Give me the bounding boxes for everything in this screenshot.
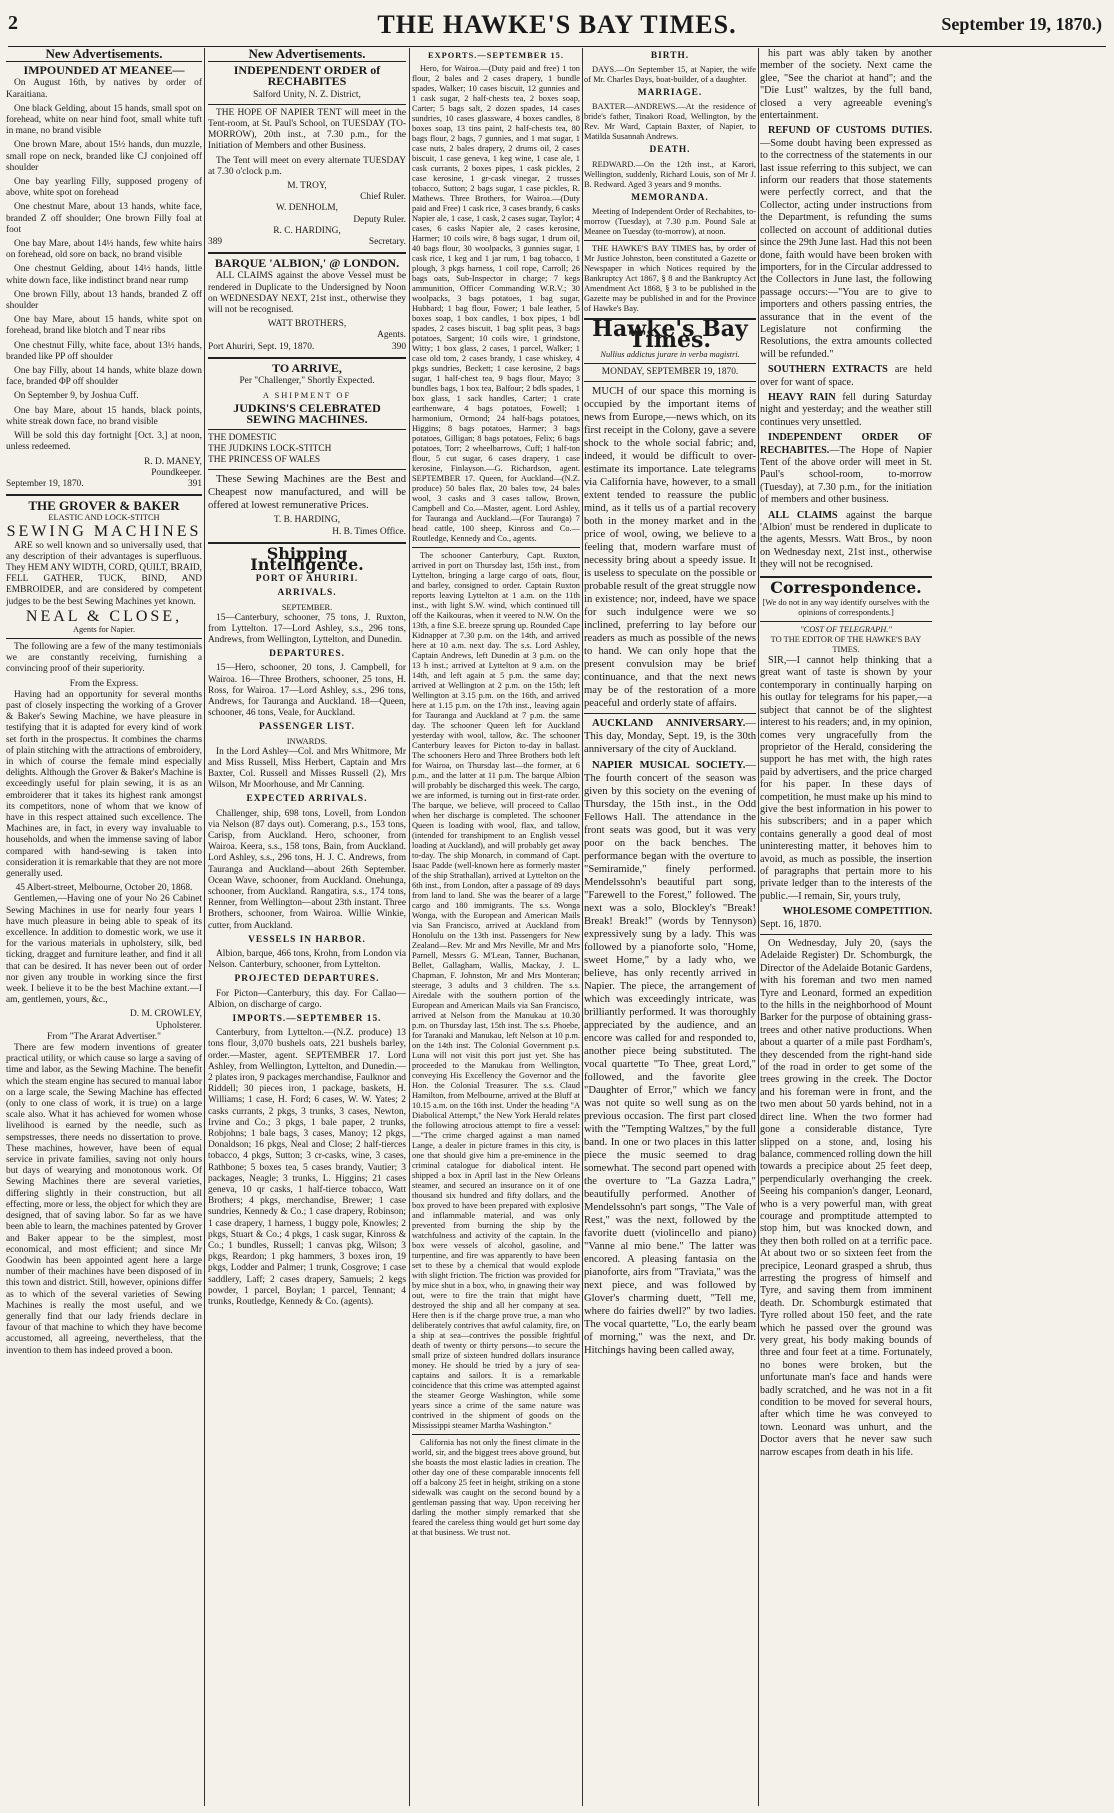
claims-text: against the barque 'Albion' must be rendered in duplicate to the agents, Messrs. Watt Bros., by noon on Wednesday next, 21st inst., otherwise they will not be recognised. bbox=[760, 509, 933, 571]
column-rule bbox=[409, 48, 410, 1806]
divider bbox=[584, 713, 756, 714]
impound-line: One bay Filly, about 14 hands, white blaze down face, branded ΦP off shoulder bbox=[6, 366, 202, 388]
judkins-item: THE JUDKINS LOCK-STITCH bbox=[208, 443, 332, 454]
signature: W. DENHOLM, bbox=[276, 203, 338, 214]
paper-title: Hawke's Bay Times. bbox=[592, 315, 748, 354]
divider bbox=[208, 104, 406, 105]
rain-heading: HEAVY RAIN bbox=[768, 391, 836, 403]
death-text: REDWARD.—On the 12th inst., at Karori, Wellington, suddenly, Richard Louis, son of Mr J. B. Redward. Aged 3 years and 9 months. bbox=[584, 159, 756, 189]
anniversary-heading: AUCKLAND ANNIVERSARY. bbox=[592, 718, 746, 730]
exports-heading: EXPORTS.—SEPTEMBER 15. bbox=[428, 51, 564, 60]
impound-signature: R. D. MANEY, bbox=[144, 456, 202, 467]
column-5a bbox=[760, 48, 932, 1462]
tyre-article: On Wednesday, July 20, (says the Adelaide Register) Dr. Schomburgk, the Director of the Adelaide Botanic Gardens, with his foreman and two men named Tyre and Leonard, formed an expedition to the hills in the neighborhood of Mount Barker for the purpose of obtaining grass-trees and other native productions. When about a quarter of a mile past Fordham's, they descended from the right-hand side of the road in order to get some of the trees growing in the creek. The Doctor and his foreman were in front, and the two men about 50 yards behind, not in a direct line. When the two former had gone a considerable distance, Tyre slipped on a stone, and, losing his balance, commenced rolling down the hill towards a precipice about 25 feet deep, perpendicularly overhanging the creek. Seeing his companion's danger, Leonard, who is a very powerful man, with great courage and promptitude attempted to stop him, but was knocked down, and they then both rolled on at a terrific pace. At about two or so sixteen feet from the precipice, Leonard grasped a shrub, thus arresting the progress of himself and Tyre, and saving them from imminent death. Dr. Schomburgk estimated that Tyre rolled about 150 feet, and the rate which he passed over the ground was very great, his body making bounds of three and four feet at a time. Fortunately, no bones were broken, but the unfortunate man's face and hands were badly scratched, and he was not in a fit condition to be moved for several hours, after which time he was conveyed to town. Leonard was unhurt, and the Doctor avers that he never saw such narrow escapes from death in his life. bbox=[760, 938, 932, 1458]
passenger-heading: PASSENGER LIST. bbox=[259, 722, 355, 733]
refund-paragraph bbox=[760, 125, 932, 361]
shipment-line: A SHIPMENT OF bbox=[262, 391, 352, 401]
grover-body: ARE so well known and so universally used, that any description of their advantages is superfluous. They HEM ANY WIDTH, CORD, QUILT, BRAID, FELL GATHER, TUCK, BIND, AND EMBROIDER, and are considered by competent judges to be the best Sewing Machines yet known. bbox=[6, 540, 202, 607]
signature-role: Deputy Ruler. bbox=[353, 214, 406, 225]
musical-heading: NAPIER MUSICAL SOCIETY. bbox=[592, 760, 746, 772]
impound-line: One chestnut Gelding, about 14½ hands, little white down face, like indistinct brand near rump bbox=[6, 264, 202, 286]
express-body: Having had an opportunity for several months past of closely inspecting the working of a Grover & Baker's Sewing Machine, we have pleasure in testifying that it is adapted for every kind of work set forth in the prospectus. It combines the charms of plain stitching with the attractions of embroidery, in which of course the female mind especially delights. Although the Grover & Baker's Machine is exceedingly useful for plain sewing, it is as an embroiderer that it takes its highest rank amongst its competitors, none of whom that we know of have in this respect attained such excellence. The Machines are, in fact, in every way invaluable to households, and when the immense saving of labor compared with hand-sewing is taken into consideration it is remarkable that they are not more generally used. bbox=[6, 689, 202, 879]
musical-paragraph bbox=[584, 759, 756, 1357]
imports-text: Canterbury, from Lyttelton.—(N.Z. produce) 13 tons flour, 3,070 bushels oats, 221 bushels barley, order.—Master, agent. SEPTEMBER 17. Lord Ashley, from Wellington, Lyttelton, and Dunedin.—2 plates iron, 9 packages merchandise, Faulknor and Riddell; 30 pieces iron, 1 package, baskets, H. Williams; 1 case, H. Ford; 6 cases, W. W. Yates; 2 casks currants, 2 pkgs, 3 trunks, 3 cases, Newton, Irvine and Co.; 3 pkgs, 1 bale paper, 2 trunks, Robjohns; 1 bale bags, 3 cases, Manoy; 12 pkgs, Donaldson; 16 pkgs, Neal and Close; 2 half-tierces tobacco, 4 pkgs, Sutton; 3 cr-casks, wine, 3 cases, Rathbone; 5 boxes tea, 5 cases brandy, Vautier; 3 packages, Neagle; 3 trunks, L. Higgins; 21 cases geneva, 10 qr casks, 1 half-tierce tobacco, Watt Brothers; 4 pkgs, merchandise, Brewer; 1 case sundries, Kennedy & Co.; 1 case drapery, Robinson; 1 case drapery, 1 harness, 1 buggy pole, Knowles; 2 pkgs, Stuart & Co.; 4 pkgs, 1 cask sugar, Kinross & Co.; 1 bundles, Russell; 1 canvas pkg, Wilson; 3 pkgs, Reardon; 1 pkg hammers, 3 boxes iron, 19 pkgs, Lodder and Palmer; 1 trunk, Cosgrove; 1 case saddlery, Laff; 2 cases drapery, Samuels; 2 kegs powder, 1 parcel, Boylan; 1 parcel, Tennant; 4 trunks, Routledge, Kennedy & Co. (agents). bbox=[208, 1028, 406, 1308]
marriage-heading: MARRIAGE. bbox=[637, 88, 703, 99]
grover-title: THE GROVER & BAKER bbox=[28, 498, 180, 514]
death-heading: DEATH. bbox=[649, 145, 691, 156]
column-1 bbox=[6, 48, 202, 1806]
divider bbox=[760, 621, 932, 622]
masthead bbox=[8, 6, 1106, 47]
column-2 bbox=[208, 48, 406, 1806]
letter-address: 45 Albert-street, Melbourne, October 20, 1868. bbox=[15, 883, 193, 894]
southern-text: are held over for want of space. bbox=[760, 364, 933, 388]
arrivals-text: 15—Canterbury, schooner, 75 tons, J. Ruxton, from Lyttelton. 17—Lord Ashley, s.s., 296 tons, Andrews, from Wellington, Lyttelton, and Dunedin. bbox=[208, 612, 406, 645]
memoranda-heading: MEMORANDA. bbox=[631, 192, 709, 203]
marriage-text: BAXTER—ANDREWS.—At the residence of bride's father, Tinakori Road, Wellington, by the Rev. Mr Ward, Captain Baxter, of Napier, to Matilda Susannah Andrews. bbox=[584, 102, 756, 142]
grover-subtitle: ELASTIC AND LOCK-STITCH bbox=[48, 513, 160, 523]
shipping-title: Shipping Intelligence. bbox=[250, 543, 364, 574]
rechabites-footer bbox=[208, 237, 406, 248]
impound-date: September 19, 1870. bbox=[6, 478, 84, 489]
impound-title: IMPOUNDED AT MEANEE— bbox=[23, 63, 185, 78]
imports-heading: IMPORTS.—SEPTEMBER 15. bbox=[232, 1014, 382, 1025]
letter-text: SIR,—I cannot help thinking that a great want of taste is shown by your contemporary in continually harping on his outlay for telegrams for his paper,—a subject that cannot be of the slightest interest to his readers; and, in my opinion, comes very ungracefully from the proprietor of the Herald, considering the support he has met with, the high rates paid by advertisers, and the price charged for his paper. In these days of competition, he must make up his mind to give the best information in his power to his subscribers; and in a paper which contains generally a good deal of most uninteresting matter, it behoves him to avoid, as much as possible, the insertion of paragraphs that pertain more to his private ledger than to the interests of the public.—I remain, Sir, yours truly, bbox=[760, 655, 932, 902]
divider bbox=[6, 494, 202, 496]
claims-heading: ALL CLAIMS bbox=[768, 509, 838, 521]
divider bbox=[412, 547, 580, 548]
letter-role: Upholsterer. bbox=[155, 1020, 202, 1031]
column-4 bbox=[584, 48, 756, 1806]
rechabites-heading: INDEPENDENT ORDER OF RECHABITES. bbox=[760, 432, 932, 456]
musical-text: —The fourth concert of the season was given by this society on the evening of Thursday, the 15th inst., in the Odd Fellows Hall. The attendance in the front seats was good, but it was very poor on the back benches. The performance began with the overture to "Semiramide," finely performed. Mendelssohn's beautiful part song, "Farewell to the Forest," followed. The next was a solo, Blockley's "Break! Break! Break!" (words by Tennyson) expressively sung by a lady. This was followed by a pianoforte solo, "Home, sweet Home," by a lady who, we believe, has only recently arrived in Napier. The piece, the arrangement of which was exceedingly intricate, was brilliantly performed. It was thoroughly appreciated by the audience, and an encore was called for and responded to, another piece being substituted. The vocal quartette "To Thee, great Lord," followed, and the favorite glee "Daughter of Error," which we fancy was not quite so well sung as on the previous occasion. The first part closed with the "Tempting Waltzes," by the full band. In one or two places in this latter piece the music seemed to drag somewhat. The second part opened with the overture to "La Gazza Ladra," beautifully performed. Another of Mendelssohn's part songs, "The Vale of Rest," was the next, followed by the favorite duett (violincello and piano) "Vanne al mio bene." The latter was encored. A pleasing fantasia on the pianoforte, airs from "Traviata," was the next piece, and was followed by Glover's charming duett, "Tell me, where do fairies dwell?" by two ladies. The vocal quartette, "Lo, the early beam of morning," was the next, and Dr. Hitchings having been called away, bbox=[584, 760, 756, 1357]
divider bbox=[208, 357, 406, 359]
albion-signature: WATT BROTHERS, bbox=[267, 319, 347, 330]
shipping-news: The schooner Canterbury, Capt. Ruxton, arrived in port on Thursday last, 15th inst., from Lyttelton, bringing a large cargo of oats, flour, and barley, consigned to order. Captain Ruxton reports leaving Lyttelton at 1 a.m. on the 11th inst., with light S.W. wind, which continued till off the Kaikouras, when it veered to N.W. On the 13th, a fine S.E. breeze sprung up. Rounded Cape Kidnapper at 7.30 p.m. on the 14th, and arrived here at 10 a.m. next day. The s.s. Lord Ashley, Captain Andrews, left Dunedin at 3 p.m. on the 13 h inst.; arrived at Lyttelton at 9 a.m. on the 14th, and left again at 5 p.m. the same day; arrived at Wellington at 2 p.m. on the 15th; left Wellington at 3.15 p.m. on the 16th, and arrived here at 1.15 p.m. on the 17th inst., leaving again for Tauranga and Auckland at 7 p.m. the same day. The schooner Queen left for Auckland yesterday with wool, tallow, &c. The schooner Canterbury leaves for Picton to-day in ballast. The schooners Hero and Three Brothers both left for Wairoa, on Thursday last—the former, at 6 p.m., and the latter at 11 p.m. The barque Albion will probably be discharged this week. The cargo, we are informed, is turning out in first-rate order. The barque, we believe, will proceed to Callao when her discharge is completed. The schooner Queen is loading with wool, flax, and tallow, (intended for transhipment to an English vessel loading at Auckland), and will probably get away to-day. The ship Monarch, in command of Capt. Isaac Padde (well-known here as formerly master of the ship Strathallan), arrived at Lyttelton on the 6th inst., from London, after a passage of 89 days from land to land. She was the bearer of a large cargo and 180 immigrants. The s.s. Wonga Wonga, with the European and American Mails via San Francisco, arrived at Auckland from Honolulu on the 13th inst. Passengers for New Zealand—Rev. Mr and Mrs Neville, Mr and Mrs Parnell, Messrs G. M'Lean, Tanner, Buchanan, Bellet, Gallagham, Wallis, Mackay, J. L. Chapman, F. Johnston, Mr and Mrs Monteran; steerage, 3 adults and 3 children. The s.s. Airedale with the southern portion of the European and American Mails via San Francisco, arrived at Nelson from the Manukau at 10.30 p.m. on Thursday last, 15th inst. The s.s. Phoebe, for Taranaki and Manukau, left Nelson at 10 p.m. on the 14th inst. The Colonial Government p.s. Luna will not visit this port just yet. She has proceeded to the Manukau from Wellington, conveying His Excellency the Governor and the Hon. the Colonial Treasurer. The s.s. Claud Hamilton, from Melbourne, arrived at the Bluff at 10.15 a.m. on the 16th inst. Under the heading "A Diabolical Attempt," the New York Herald relates the following atrocious attempt to fire a vessel:—"The crime charged against a man named Lange, a dealer in picture frames in this city, is one that should give him a pre-eminence in the criminal catalogue for diabolical intent. He shipped a box in April last in the New Orleans steamer, and secured an insurance on it of one thousand six hundred and fifty dollars, and the box proved to have been prepared with explosive and inflammable material, and was only prevented from burning the ship by the watchfulness and activity of the captain. In the box were vessels of alcohol, gasoline, and turpentine, and fire was apparently to have been set to these by a chemical that would explode with slight friction. The friction was provided for by mice shut in a box, who, in gnawing their way out, were to fire the train that might have destroyed the ship and all her company at sea. Here then is if the charge prove true, a man who deliberately contrives that awful calamity, fire, on a ship at sea—contrives the possible frightful death of twenty or thirty persons—to secure the small prize of sixteen hundred dollars insurance money. He should be tried by a jury of sea-captains and sailors. It is a remarkable coincidence that this crime was attempted against the steamer George Washington, while some years since a crime of the same nature was contrived in the shipment of goods on the Mississippi steamer Martha Washington." bbox=[412, 551, 580, 1430]
impound-line: One brown Filly, about 13 hands, branded Z off shoulder bbox=[6, 289, 202, 312]
section-header: New Advertisements. bbox=[6, 48, 202, 62]
albion-title: BARQUE 'ALBION,' @ LONDON. bbox=[214, 256, 400, 271]
issue-date: September 19, 1870.) bbox=[941, 14, 1102, 34]
anniversary-paragraph bbox=[584, 717, 756, 756]
divider bbox=[412, 1434, 580, 1435]
divider bbox=[584, 381, 756, 382]
judkins-item: THE PRINCESS OF WALES bbox=[208, 455, 321, 466]
correspondence-disclaimer: [We do not in any way identify ourselves with the opinions of correspondents.] bbox=[762, 598, 930, 618]
southern-paragraph bbox=[760, 364, 932, 389]
impound-line: One bay Mare, about 15 hands, black points, white streak down face, no brand visible bbox=[6, 405, 202, 427]
column-rule bbox=[582, 48, 583, 1806]
letter-title: "COST OF TELEGRAPH." bbox=[800, 625, 892, 635]
judkins-signature-2: H. B. Times Office. bbox=[332, 526, 406, 537]
letter-body: Gentlemen,—Having one of your No 26 Cabinet Sewing Machines in use for nearly four years I have much pleasure in being able to speak of its excellence. In addition to domestic work, we use it for the various materials in upholstery, silk, bed ticking, dragget and furniture leather, and find it all that can be desired. It has never been out of order nor given any trouble in working since the first week. I believe it to be the best Machine extant.—I am, gentlemen, yours, &c., bbox=[6, 894, 202, 1006]
judkins-signature: T. B. HARDING, bbox=[273, 515, 341, 526]
divider bbox=[208, 252, 406, 254]
divider bbox=[584, 240, 756, 241]
divider bbox=[760, 934, 932, 935]
impound-role: Poundkeeper. bbox=[151, 467, 202, 478]
impound-line: On August 16th, by natives by order of Karaitiana. bbox=[6, 78, 202, 100]
projected-heading: PROJECTED DEPARTURES. bbox=[234, 974, 380, 985]
divider bbox=[208, 469, 406, 470]
arrivals-heading: ARRIVALS. bbox=[277, 588, 337, 599]
signature: M. TROY, bbox=[287, 181, 327, 192]
column-rule bbox=[758, 48, 759, 1806]
passenger-subheading: INWARDS. bbox=[286, 736, 328, 746]
ad-number: 390 bbox=[391, 341, 406, 352]
letter-signature: D. M. CROWLEY, bbox=[130, 1009, 202, 1020]
impound-line: One black Gelding, about 15 hands, small spot on forehead, white on near hind foot, small white tuft in mane, no brand visible bbox=[6, 103, 202, 137]
signature: R. C. HARDING, bbox=[273, 225, 341, 236]
refund-heading: REFUND OF CUSTOMS DUTIES. bbox=[768, 125, 932, 137]
arrivals-month: SEPTEMBER. bbox=[281, 602, 333, 612]
letter-signature: WHOLESOME COMPETITION. bbox=[782, 906, 932, 918]
newspaper-title: THE HAWKE'S BAY TIMES. bbox=[377, 10, 737, 39]
ararat-heading: From "The Ararat Advertiser." bbox=[47, 1031, 161, 1042]
projected-text: For Picton—Canterbury, this day. For Callao—Albion, on discharge of cargo. bbox=[208, 988, 406, 1010]
divider bbox=[584, 363, 756, 364]
rain-paragraph bbox=[760, 392, 932, 429]
impound-line: One bay yearling Filly, supposed progeny of above, white spot on forehead bbox=[6, 177, 202, 199]
impound-line: One chestnut Mare, about 13 hands, white face, branded Z off shoulder; One brown Filly foal at foot bbox=[6, 202, 202, 235]
impound-footer bbox=[6, 479, 202, 490]
expected-heading: EXPECTED ARRIVALS. bbox=[246, 794, 368, 805]
divider bbox=[208, 429, 406, 430]
rechabites-subtitle: Salford Unity, N. Z. District, bbox=[253, 89, 361, 100]
letter-date: Sept. 16, 1870. bbox=[760, 918, 822, 930]
column-rule bbox=[204, 48, 205, 1806]
rain-text: fell during Saturday night and yesterday; and the weather still continues very unsettled. bbox=[760, 391, 933, 428]
agents-role: Agents for Napier. bbox=[72, 624, 136, 634]
impound-line: One bay Mare, about 15 hands, white spot on forehead, brand like blotch and T near ribs bbox=[6, 315, 202, 337]
claims-paragraph bbox=[760, 510, 932, 572]
anniversary-text: —This day, Monday, Sept. 19, is the 30th anniversary of the city of Auckland. bbox=[584, 718, 756, 756]
grover-heading: SEWING MACHINES bbox=[6, 523, 202, 541]
expected-text: Challenger, ship, 698 tons, Lovell, from London via Nelson (87 days out). Comerang, p.s., 153 tons, Carisp, from Auckland. Hero, schooner, from Wairoa. Keera, s.s., 158 tons, Bain, from Auckland. Lord Ashley, s.s., 296 tons, H. J. C. Andrews, from Tauranga and Auckland—about 26th September. Ocean Wave, schooner, from Auckland. Onehunga, schooner, from Auckland. Rangatira, s.s., 174 tons, Renner, from Wellington—about 23th instant. Three Brothers, schooner, from Wairoa. Willie Winkie, cutter, from Auckland. bbox=[208, 808, 406, 931]
vessels-heading: VESSELS IN HARBOR. bbox=[248, 934, 366, 945]
judkins-title: JUDKINS'S CELEBRATED SEWING MACHINES. bbox=[233, 401, 381, 427]
column-5 bbox=[760, 48, 1110, 1806]
judkins-body: These Sewing Machines are the Best and Cheapest now manufactured, and will be offered at lowest remunerative Prices. bbox=[208, 474, 406, 512]
column-3 bbox=[412, 48, 580, 1806]
vessels-text: Albion, barque, 466 tons, Krohn, from London via Nelson. Canterbury, schooner, from Lyttelton. bbox=[208, 949, 406, 971]
correspondence-title: Correspondence. bbox=[770, 577, 922, 597]
memoranda-text: Meeting of Independent Order of Rechabites, to-morrow (Tuesday), at 7.30 p.m. Pound Sale at Meanee on Tuesday (to-morrow), at noon. bbox=[584, 206, 756, 236]
rechabites-body: THE HOPE OF NAPIER TENT will meet in the Tent-room, at St. Paul's School, on TUESDAY (TO-MORROW), 20th inst., at 7.30 p.m., for the Initiation of Members and other Business. bbox=[208, 107, 406, 152]
divider bbox=[6, 638, 202, 639]
port-title: PORT OF AHURIRI. bbox=[255, 574, 359, 585]
agents-name: NEAL & CLOSE, bbox=[25, 607, 183, 625]
rechabites-text: —The Hope of Napier Tent of the above order will meet in St. Paul's school-room, to-morrow (Tuesday), at 7.30 p.m., for the initiation of members and other business. bbox=[760, 444, 932, 506]
musical-continued: his part was ably taken by another member of the society. Next came the glee, "See the chariot at hand"; and the "Die Lust" waltzes, by the full band, closed a very agreeable evening's entertainment. bbox=[760, 48, 932, 122]
albion-role: Agents. bbox=[377, 330, 406, 341]
departures-text: 15—Hero, schooner, 20 tons, J. Campbell, for Wairoa. 16—Three Brothers, schooner, 25 tons, H. Ross, for Wairoa. 17—Lord Ashley, s.s., 296 tons, Andrews, for Tauranga and Auckland. 18—Queen, schooner, 46 tons, Veale, for Auckland. bbox=[208, 663, 406, 719]
ad-number: 391 bbox=[187, 478, 202, 489]
paper-motto: Nullius addictus jurare in verba magistri. bbox=[600, 350, 740, 360]
arrive-title: TO ARRIVE, bbox=[272, 360, 342, 375]
signature-role: Secretary. bbox=[368, 237, 406, 248]
impound-line: Will be sold this day fortnight [Oct. 3,] at noon, unless redeemed. bbox=[6, 431, 202, 453]
section-header: New Advertisements. bbox=[208, 48, 406, 62]
california-paragraph: California has not only the finest climate in the world, sir, and the biggest trees above ground, but she boasts the most elastic ladies in creation. The other day one of these comparable innocents fell off a balcony 25 feet in height, striking on a stone sidewalk was caught on the second bound by a gentleman passing that way. Upon receiving her darling the mother simply remarked that she feared the careless thing would get hurt some day at that business. We trust not. bbox=[412, 1438, 580, 1537]
arrive-subtitle: Per "Challenger," Shortly Expected. bbox=[239, 376, 375, 387]
express-heading: From the Express. bbox=[69, 678, 139, 689]
impound-line: One chestnut Filly, white face, about 13½ hands, branded like PP off shoulder bbox=[6, 340, 202, 362]
editorial-date: MONDAY, SEPTEMBER 19, 1870. bbox=[601, 367, 739, 378]
leader-article: MUCH of our space this morning is occupied by the important items of news from Europe,—news which, on its first receipt in the Colony, gave a severe shock to the whole social fabric; and, indeed, it would be difficult to over-estimate its importance. Late telegrams via California have, however, to a small extent tended to reassure the public mind, as it tells us of a partial recovery both in the money market and in the price of wool, owing, we believe to a feeling that, modern warfare must of necessity bring about a speedy issue. It is useless to speculate on the possible or probable result of the great struggle now in existence; nor, indeed, have we space for such indulgence were we so inclined, preferring to lay before our readers as much as possible of the news to hand. We can only hope that the present convulsion may be brief continuance, and that the next news may be of the restoration of a more peaceful and orderly state of affairs. bbox=[584, 386, 756, 710]
birth-text: DAYS.—On September 15, at Napier, the wife of Mr. Charles Days, boat-builder, of a daughter. bbox=[584, 65, 756, 85]
testimonial-intro: The following are a few of the many testimonials we are constantly receiving, furnishing a convincing proof of their superiority. bbox=[6, 641, 202, 675]
judkins-item: THE DOMESTIC bbox=[208, 432, 277, 443]
ararat-body: There are few modern inventions of greater practical utility, or which cause so large a saving of time and labor, as the Sewing Machine. The benefit which the steam engine has secured to manual labor on a large scale, the Sewing Machine has effected (only to one class of work, it is true) on a large scale also. What it has achieved for women whose livelihood is earned by the needle, such as sempstresses, there needs no dissertation to prove. These machines, however, have been of equal service in private families, saving not only hours but days of wearying and monotonous work. Of Sewing Machines there are several varieties, differing slightly in their construction, but all effecting, more or less, the object for which they are designed, that of saving labor. So far as we have been able to learn, the machines patented by Grover and Baker appear to be the simplest, most economical, and most efficient; and since Mr Goodwin has been appointed agent here a large number of their machines have been disposed of in this town and district. Still, however, opinions differ as to which of the several varieties of Sewing Machines is really the most useful, and we generally find that our lady friends declare in favour of that machine to which they have become accustomed, all agreeing, nevertheless, that the invention to them has indeed proved a boon. bbox=[6, 1043, 202, 1356]
albion-date: Port Ahuriri, Sept. 19, 1870. bbox=[208, 341, 315, 352]
refund-text: —Some doubt having been expressed as to the correctness of the statements in our last issue referring to this subject, we can inform our readers that those statements were perfectly correct, and that the Collector, acting under instructions from the Department, is refunding the sums collected on account of additional duties since the 29th June last. Had this not been done, faith would have been broken with importers, for in the Circular addressed to the Collectors in June last, the following passage occurs:—"You are to give to importers and others passing entries, the assurance that in the event of the Legislature not confirming the Resolutions, the extra amounts collected will be refunded." bbox=[760, 137, 932, 360]
page-number: 2 bbox=[8, 12, 18, 34]
impound-list bbox=[6, 78, 202, 453]
ad-number: 389 bbox=[208, 237, 223, 248]
rechabites-title: INDEPENDENT ORDER of RECHABITES bbox=[233, 63, 381, 89]
albion-body: ALL CLAIMS against the above Vessel must be rendered in Duplicate to the Undersigned by Noon on WEDNESDAY NEXT, 21st inst., otherwise they will not be recognised. bbox=[208, 271, 406, 316]
impound-line: On September 9, by Joshua Cuff. bbox=[14, 391, 139, 402]
gazette-notice: THE HAWKE'S BAY TIMES has, by order of Mr Justice Johnston, been constituted a Gazette or Newspaper in which Notices required by the Bankruptcy Act 1867, § 8 and the Bankruptcy Act Amendment Act 1868, § 3 to be published in the Gazette may be published in and for the Province of Hawke's Bay. bbox=[584, 243, 756, 313]
rechabites-paragraph bbox=[760, 432, 932, 506]
southern-heading: SOUTHERN EXTRACTS bbox=[768, 364, 888, 376]
impound-line: One brown Mare, about 15½ hands, dun muzzle, small rope on neck, branded like CJ conjoined off shoulder bbox=[6, 140, 202, 173]
impound-line: One bay Mare, about 14½ hands, few white hairs on forehead, old sore on back, no brand visible bbox=[6, 239, 202, 261]
albion-footer bbox=[208, 342, 406, 353]
letter-addressee: TO THE EDITOR OF THE HAWKE'S BAY TIMES. bbox=[770, 635, 922, 655]
departures-heading: DEPARTURES. bbox=[269, 649, 345, 660]
birth-heading: BIRTH. bbox=[650, 51, 690, 61]
signature-role: Chief Ruler. bbox=[360, 192, 406, 203]
passenger-text: In the Lord Ashley—Col. and Mrs Whitmore, Mr and Miss Russell, Miss Herbert, Captain and Mrs Baxter, Col. Russell and Misses Russell (2), Mrs Wilson, Mr Moorhouse, and Mr Canning. bbox=[208, 746, 406, 791]
rechabites-body-2: The Tent will meet on every alternate TUESDAY at 7.30 o'clock p.m. bbox=[208, 155, 406, 177]
exports-text: Hero, for Wairoa.—(Duty paid and free) 1 ton flour, 2 bales and 2 cases drapery, 1 bundle spades, Walker; 10 cases biscuit, 12 gunnies and 1 cask sugar, 2 half-chests tea, 2 boxes soap, Carter; 5 bags salt, 2 dozen spades, 14 cases sundries, 10 cases glassware, 4 boxes candles, 8 boxes soap, 13 tins paint, 2 half-chests tea, 80 bags flour, 2 bags, 7 gunnies, and 1 mat sugar, 1 case nuts, 2 bales drapery, 2 drums oil, 2 cases biscuit, 1 case geneva, 1 keg wine, 1 case ale, 1 cask currants, 2 boxes pipes, 1 cask pickles, 2 case kerosine, 1 gr-cask vinegar, 2 trusses tobacco, Sutton; 2 bags sugar, 1 case pickles, R. Mathews. Three Brothers, for Wairoa.—(Duty paid and Free) 1 cask rice, 3 cases brandy, 6 casks Napier ale, 1 case, 1 cask, 2 cases sugar, Taylor; 4 cases, 6 casks Napier ale, 2 cases kerosine, Harmer; 10 coils wire, 8 bags sugar, 1 drum oil, 40 bags flour, 30 woolpacks, 3 gunnies sugar, 1 cask rice, 1 keg and 1 jar rum, 1 bag tobacco, 1 plough, 3 pkgs harness, 1 coil rope, Carroll; 26 bags oats, Sub-Inspector in charge; 7 kegs ammunition, Officer Commanding W.R.V.; 30 woolpacks, 3 bags potatoes, 1 bag sugar, Hubbard; 1 bag flour, Fower; 1 bale leather, 5 boxes soap, 1 box candles, 1 box pipes, 1 bdl spades, 2 cases biscuit, 1 bag split peas, 3 bags potatoes, Sargent; 10 coils wire, 1 grindstone, Witty; 1 box glass, 2 cases, 1 parcel, Walker; 1 case old tom, 2 cases brandy, 1 case whiskey, 4 pkgs sundries, Beckett; 1 case kerosine, 2 bags sugar, 1 half-chest tea, 9 bags flour, Mayo; 3 bundles bags, 1 box tea, Balfour; 2 bdls spades, 1 box glass, 1 sack handles, Carter; 1 crate earthenware, 4 bags potatoes, Fowell; 1 harmonium, Ormond; 24 half-bags potatoes, Higgins; 8 bags potatoes, Harmer; 3 bags potatoes, Gilligan; 8 bags potatoes, Felix; 6 bags potatoes, Torr; 2 wheelbarrows, Cuff; 1 half-ton flour, 5 cut sugar, 6 cases drapery, 1 case kerosine, Finlayson.—G. Richardson, agent. SEPTEMBER 17. Queen, for Auckland—(N.Z. produce) 50 bales flax, 20 bales tow, 24 bales wool, 3 casks and 3 cases tallow, Brown, Campbell and Co.—Master, agent. Lord Ashley, for Tauranga and Auckland.—(For Tauranga) 7 head cattle, 100 sheep, Kinross and Co.—Routledge, Kennedy and Co., agents. bbox=[412, 64, 580, 543]
